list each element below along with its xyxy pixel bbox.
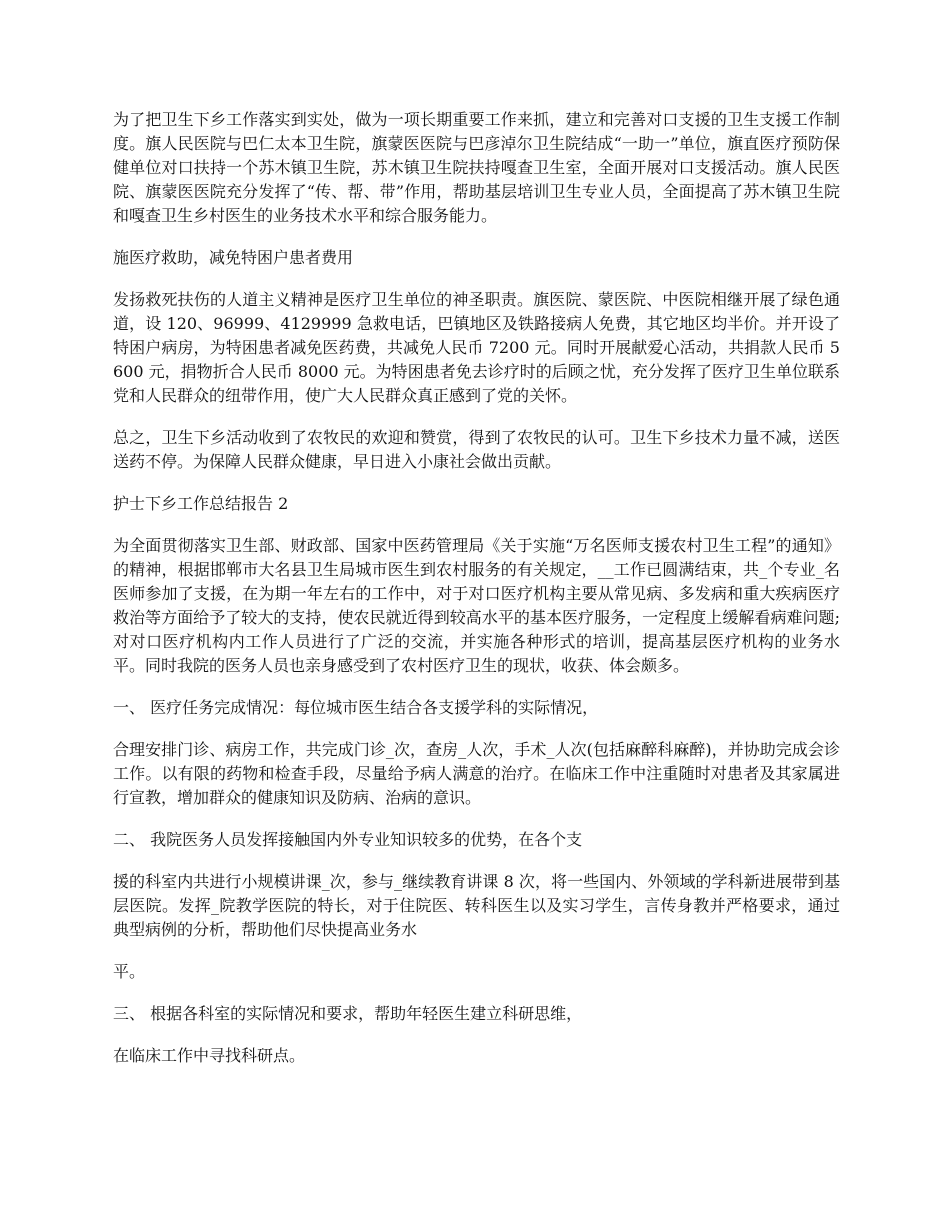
document-page bbox=[113, 108, 840, 1086]
paragraph-conclusion: 总之，卫生下乡活动收到了农牧民的欢迎和赞赏，得到了农牧民的认可。卫生下乡技术力量不减，送医送药不停。为保障人民群众健康，早日进入小康社会做出贡献。 bbox=[113, 428, 840, 471]
item-three-body: 在临床工作中寻找科研点。 bbox=[113, 1046, 306, 1065]
heading-report-2: 护士下乡工作总结报告 2 bbox=[113, 494, 289, 513]
item-two-heading: 二、 我院医务人员发挥接触国内外专业知识较多的优势，在各个支 bbox=[113, 830, 583, 849]
item-two-tail: 平。 bbox=[113, 962, 146, 981]
heading-medical-aid: 施医疗救助，减免特困户患者费用 bbox=[113, 248, 354, 267]
paragraph-support-system: 为了把卫生下乡工作落实到实处，做为一项长期重要工作来抓，建立和完善对口支援的卫生支援工作制度。旗人民医院与巴仁太本卫生院，旗蒙医医院与巴彦淖尔卫生院结成“一助一”单位，旗直医疗预防保健单位对口扶持一个苏木镇卫生院，苏木镇卫生院扶持嘎查卫生室，全面开展对口支援活动。旗人民医院、旗蒙医医院充分发挥了“传、帮、带”作用，帮助基层培训卫生专业人员，全面提高了苏木镇卫生院和嘎查卫生乡村医生的业务技术水平和综合服务能力。 bbox=[113, 110, 840, 225]
paragraph-medical-aid: 发扬救死扶伤的人道主义精神是医疗卫生单位的神圣职责。旗医院、蒙医院、中医院相继开展了绿色通道，设 120、96999、4129999 急救电话，巴镇地区及铁路接病人免费，其它地区均半价。并开设了特困户病房，为特困患者减免医药费，共减免人民币 7200 元。同时开展献爱心活动，共捐款人民币 5600 元，捐物折合人民币 8000 元。为特困患者免去诊疗时的后顾之忧，充分发挥了医疗卫生单位联系党和人民群众的纽带作用，使广大人民群众真正感到了党的关怀。 bbox=[113, 290, 840, 405]
item-one-heading: 一、 医疗任务完成情况：每位城市医生结合各支援学科的实际情况， bbox=[113, 698, 599, 717]
item-three-heading: 三、 根据各科室的实际情况和要求，帮助年轻医生建立科研思维， bbox=[113, 1004, 583, 1023]
item-two-body: 援的科室内共进行小规模讲课_次，参与_继续教育讲课 8 次，将一些国内、外领域的学科新进展带到基层医院。发挥_院教学医院的特长，对于住院医、转科医生以及实习学生，言传身教并严格要求，通过典型病例的分析，帮助他们尽快提高业务水 bbox=[113, 872, 840, 939]
paragraph-report-intro: 为全面贯彻落实卫生部、财政部、国家中医药管理局《关于实施“万名医师支援农村卫生工程”的通知》的精神，根据邯郸市大名县卫生局城市医生到农村服务的有关规定，__工作已圆满结束，共_个专业_名医师参加了支援，在为期一年左右的工作中，对于对口医疗机构主要从常见病、多发病和重大疾病医疗救治等方面给予了较大的支持，使农民就近得到较高水平的基本医疗服务，一定程度上缓解看病难问题;对对口医疗机构内工作人员进行了广泛的交流，并实施各种形式的培训，提高基层医疗机构的业务水平。同时我院的医务人员也亲身感受到了农村医疗卫生的现状，收获、体会颇多。 bbox=[113, 536, 840, 675]
item-one-body: 合理安排门诊、病房工作，共完成门诊_次，查房_人次，手术_人次(包括麻醉科麻醉)，并协助完成会诊工作。以有限的药物和检查手段，尽量给予病人满意的治疗。在临床工作中注重随时对患者及其家属进行宣教，增加群众的健康知识及防病、治病的意识。 bbox=[113, 740, 840, 807]
